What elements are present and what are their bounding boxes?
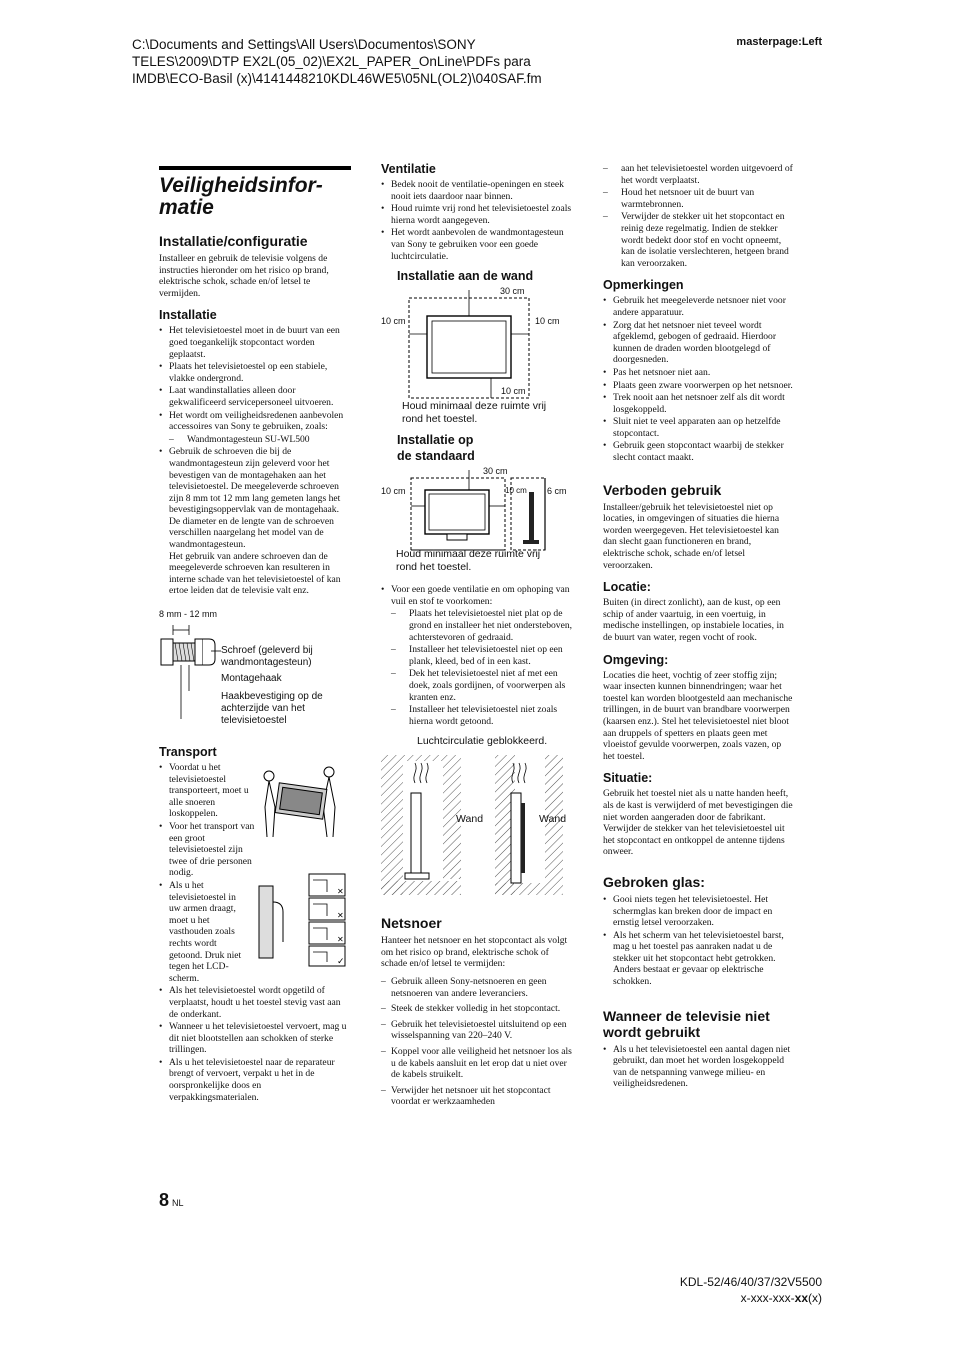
heading-locatie: Locatie:: [603, 580, 651, 595]
heading-wall-installation: Installatie aan de wand: [397, 269, 534, 284]
netsnoer-list-cont: [603, 163, 795, 186]
list-item: • Sluit niet te veel apparaten aan op hetzelfde stopcontact.: [603, 416, 795, 439]
transport-list-rest: [159, 985, 351, 1103]
wall-label-left: Wand: [456, 813, 484, 826]
heading-installatie: Installatie: [159, 308, 217, 323]
model-info: KDL-52/46/40/37/32V5500 x-xxx-xxx-xx(x): [679, 1275, 822, 1305]
masterpage-label: masterpage:Left: [736, 36, 822, 48]
svg-text:✕: ✕: [337, 887, 344, 897]
list-item: – Plaats het televisietoestel niet plat op de grond en installeer het niet ondersteboven, achterstevoren of gedraaid.: [391, 608, 575, 643]
heading-niet-gebruikt: Wanneer de televisie niet wordt gebruikt: [603, 1007, 770, 1040]
niet-gebruikt-list: [603, 1044, 795, 1090]
heading-stand-installation: Installatie op de standaard: [397, 433, 475, 464]
stand-top-gap: 30 cm: [483, 466, 508, 477]
screw-icon: [159, 621, 229, 721]
list-item: – Installeer het televisietoestel niet zoals hierna wordt getoond.: [391, 704, 575, 727]
wall-left-gap: 10 cm: [381, 316, 406, 327]
screw-list: [159, 446, 351, 597]
wall-right-gap: 10 cm: [535, 316, 560, 327]
list-item: • Bedek nooit de ventilatie-openingen en steek nooit iets daardoor naar binnen.: [381, 179, 575, 202]
list-item: • Het televisietoestel moet in de buurt van een goed toegankelijk stopcontact worden geplaatst.: [159, 325, 351, 360]
two-people-carrying-icon: [259, 764, 345, 844]
blocked-caption: Luchtcirculatie geblokkeerd.: [417, 735, 548, 748]
air-sublist: [391, 608, 575, 727]
installatie-sublist: [169, 434, 351, 446]
list-item: • Als het televisietoestel wordt opgetild of verplaatst, houdt u het toestel stevig vast aan de onderkant.: [159, 985, 351, 1020]
list-item: • Als u het televisietoestel in uw armen draagt, moet u het vasthouden zoals rechts wordt getoond. Druk niet tegen het LCD-scherm.: [159, 880, 247, 984]
heading-omgeving: Omgeving:: [603, 652, 669, 667]
transport-list-2: [159, 880, 247, 984]
svg-text:✕: ✕: [337, 935, 344, 945]
wall-label-right: Wand: [539, 813, 567, 826]
stand-clearance-icon: [381, 466, 575, 556]
installatie-list: [159, 325, 351, 432]
list-item: • Plaats het televisietoestel op een stabiele, vlakke ondergrond.: [159, 361, 351, 384]
svg-text:✕: ✕: [337, 911, 344, 921]
list-item: • Voor het transport van een groot televisietoestel zijn twee of drie personen nodig.: [159, 821, 255, 879]
column-1: [159, 166, 351, 1104]
opmerkingen-list: [603, 295, 795, 463]
list-item: – Houd het netsnoer uit de buurt van warmtebronnen.: [603, 187, 795, 210]
list-item: – Verwijder de stekker uit het stopcontact en reinig deze regelmatig. Indien de stekker wordt bedekt door stof en vocht opneemt, kan de isolatie verslechteren, hetgeen brand kan veroorzaken.: [603, 211, 795, 269]
screw-measure: 8 mm - 12 mm: [159, 609, 218, 620]
heading-transport: Transport: [159, 745, 217, 760]
netsnoer-list: [381, 976, 575, 1108]
page-title: Veiligheidsinfor-matie: [159, 166, 351, 219]
list-item: • Wanneer u het televisietoestel vervoert, mag u dit niet blootstellen aan schokken of sterke trillingen.: [159, 1021, 351, 1056]
netsnoer-list-2: [603, 187, 795, 269]
ventilatie-list: [381, 179, 575, 262]
stand-caption: Houd minimaal deze ruimte vrij rond het toestel.: [396, 548, 541, 574]
list-item: • Het wordt om veiligheidsredenen aanbevolen accessoires van Sony te gebruiken, zoals:: [159, 410, 351, 433]
list-item: • Als u het televisietoestel naar de reparateur brengt of vervoert, verpakt u het in de oorspronkelijke doos en verpakkingsmaterialen.: [159, 1057, 351, 1103]
screw-figure: [159, 605, 351, 743]
list-item: • Zorg dat het netsnoer niet teveel wordt afgeklemd, gebogen of gedraaid. Hierdoor kunnen de draden worden blootgelegd of doorgesneden.: [603, 320, 795, 366]
list-item: • Houd ruimte vrij rond het televisietoestel zoals hierna wordt aangegeven.: [381, 203, 575, 226]
stand-side-gap: 6 cm: [547, 486, 567, 497]
heading-installatie-configuratie: Installatie/configuratie: [159, 233, 308, 249]
bracket-label: Montagehaak: [221, 673, 282, 685]
list-item: – Gebruik het televisietoestel uitsluitend op een wisselspanning van 220–240 V.: [381, 1019, 575, 1042]
locatie-text: Buiten (in direct zonlicht), aan de kust, op een schip of ander vaartuig, in een voertuig, in medische instellingen, op instabiele locaties, in de buurt van water, regen vocht of rook.: [603, 597, 784, 643]
heading-gebroken-glas: Gebroken glas:: [603, 873, 705, 890]
wall-clearance-figure: [381, 286, 575, 426]
carrying-tv-correct-icon: [257, 872, 349, 968]
heading-opmerkingen: Opmerkingen: [603, 278, 684, 293]
omgeving-text: Locaties die heet, vochtig of zeer stoffig zijn; waar insecten kunnen binnendringen; waar het toestel kan worden blootgesteld aan mechanische trillingen, in de buurt van brandbare voorwerpen (kaarsen enz.). Stel het televisietoestel niet bloot aan druppels of spetters en plaats geen met vloeistof gevulde voorwerpen, zoals vazen, op het toestel.: [603, 669, 793, 762]
blocked-airflow-icon: [381, 753, 575, 901]
screw-label: Schroef (geleverd bij wandmontagesteun): [221, 645, 313, 669]
wall-top-gap: 30 cm: [500, 286, 525, 297]
model-code: x-xxx-xxx-xx(x): [740, 1291, 822, 1305]
list-item: • Als u het televisietoestel een aantal dagen niet gebruikt, dan moet het worden losgekoppeld van de netspanning vanwege milieu- en veiligheidsredenen.: [603, 1044, 795, 1090]
blocked-airflow-figure: [381, 735, 575, 901]
heading-situatie: Situatie:: [603, 771, 653, 786]
heading-ventilatie: Ventilatie: [381, 162, 436, 176]
list-item: – Koppel voor alle veiligheid het netsnoer los als u de kabels aansluit en let erop dat u niet over de kabels struikelt.: [381, 1046, 575, 1081]
list-item: – Verwijder het netsnoer uit het stopcontact voordat er werkzaamheden: [381, 1085, 575, 1108]
air-list: [381, 584, 575, 607]
list-item: • Voordat u het televisietoestel transporteert, moet u alle snoeren loskoppelen.: [159, 762, 255, 820]
verboden-text: Installeer/gebruik het televisietoestel niet op locaties, in omgevingen of situaties die hierna worden weergegeven. Het televisietoestel kan dan slecht gaan functioneren en brand, elektrische schok, schade en/of letsel veroorzaken.: [603, 501, 780, 571]
situatie-text: Gebruik het toestel niet als u natte handen heeft, als de kast is verwijderd of met bevestigingen die niet worden aangeraden door de fabrikant. Verwijder de stekker van het televisietoestel uit het stopcontact en ontkoppel de antenne tijdens onweer.: [603, 788, 793, 858]
intro-text: Installeer en gebruik de televisie volgens de instructies hieronder om het risico op brand, elektrische schok, schade en/of letsel te vermijden.: [159, 253, 329, 299]
list-item: • Voor een goede ventilatie en om ophoping van vuil en stof te voorkomen:: [381, 584, 575, 607]
list-item: • Trek nooit aan het netsnoer zelf als dit wordt losgekoppeld.: [603, 392, 795, 415]
list-item: – Installeer het televisietoestel niet op een plank, kleed, bed of in een kast.: [391, 644, 575, 667]
stand-clearance-figure: [381, 466, 575, 584]
list-item: – Wandmontagesteun SU-WL500: [169, 434, 351, 446]
wall-bottom-gap: 10 cm: [501, 386, 526, 397]
stand-right-gap: 10 cm: [505, 486, 527, 496]
list-item: • Laat wandinstallaties alleen door gekwalificeerd servicepersoneel uitvoeren.: [159, 385, 351, 408]
heading-netsnoer: Netsnoer: [381, 915, 442, 932]
list-item: • Als het scherm van het televisietoestel barst, mag u het toestel pas aanraken nadat u de stekker uit het stopcontact hebt getrokken. Anders bestaat er gevaar op elektrische schokken.: [603, 930, 795, 988]
list-item: • Gebruik de schroeven die bij de wandmontagesteun zijn geleverd voor het bevestigen van de montagehaken aan het televisietoestel. De meegeleverde schroeven zijn 8 mm tot 12 mm lang gemeten langs het bevestigingsoppervlak van de montagehaak. De diameter en de lengte van de schroeven verschillen naargelang het model van de wandmontagesteun. Het gebruik van andere schroeven dan de meegeleverde schroeven kan resulteren in interne schade van het televisietoestel of kan ertoe leiden dat de televisie valt enz.: [159, 446, 351, 597]
column-2: [381, 160, 575, 1109]
transport-list: [159, 762, 255, 879]
wall-caption: Houd minimaal deze ruimte vrij rond het toestel.: [402, 400, 547, 426]
stand-left-gap: 10 cm: [381, 486, 406, 497]
list-item: • Gebruik geen stopcontact waarbij de stekker slecht contact maakt.: [603, 440, 795, 463]
page-number: 8 NL: [159, 1190, 184, 1210]
list-item: • Plaats geen zware voorwerpen op het netsnoer.: [603, 380, 795, 392]
netsnoer-intro: Hanteer het netsnoer en het stopcontact als volgt om het risico op brand, elektrische schok of schade en/of letsel te vermijden:: [381, 935, 568, 970]
list-item: • Het wordt aanbevolen de wandmontagesteun van Sony te gebruiken voor een goede luchtcirculatie.: [381, 227, 575, 262]
gebroken-list: [603, 894, 795, 988]
list-item: • Pas het netsnoer niet aan.: [603, 367, 795, 379]
list-item: – Steek de stekker volledig in het stopcontact.: [381, 1003, 575, 1015]
list-item: • Gooi niets tegen het televisietoestel. Het schermglas kan breken door de impact en ernstig letsel veroorzaken.: [603, 894, 795, 929]
file-path: C:\Documents and Settings\All Users\Documentos\SONY TELES\2009\DTP EX2L(05_02)\EX2L_PAPER_OnLine\PDFs para IMDB\ECO-Basil (x)\4141448210KDL46WE5\05NL(OL2)\040SAF.fm: [132, 37, 542, 86]
heading-verboden: Verboden gebruik: [603, 481, 722, 498]
hook-label: Haakbevestiging op de achterzijde van het televisietoestel: [221, 691, 323, 727]
list-item: – Dek het televisietoestel niet af met een doek, zoals gordijnen, of voorwerpen als kranten enz.: [391, 668, 575, 703]
transport-section: [159, 762, 351, 1103]
svg-text:✓: ✓: [337, 957, 345, 968]
list-item: – aan het televisietoestel worden uitgevoerd of het wordt verplaatst.: [603, 163, 795, 186]
column-3: [603, 163, 795, 1091]
list-item: – Gebruik alleen Sony-netsnoeren en geen netsnoeren van andere leveranciers.: [381, 976, 575, 999]
list-item: • Gebruik het meegeleverde netsnoer niet voor andere apparatuur.: [603, 295, 795, 318]
